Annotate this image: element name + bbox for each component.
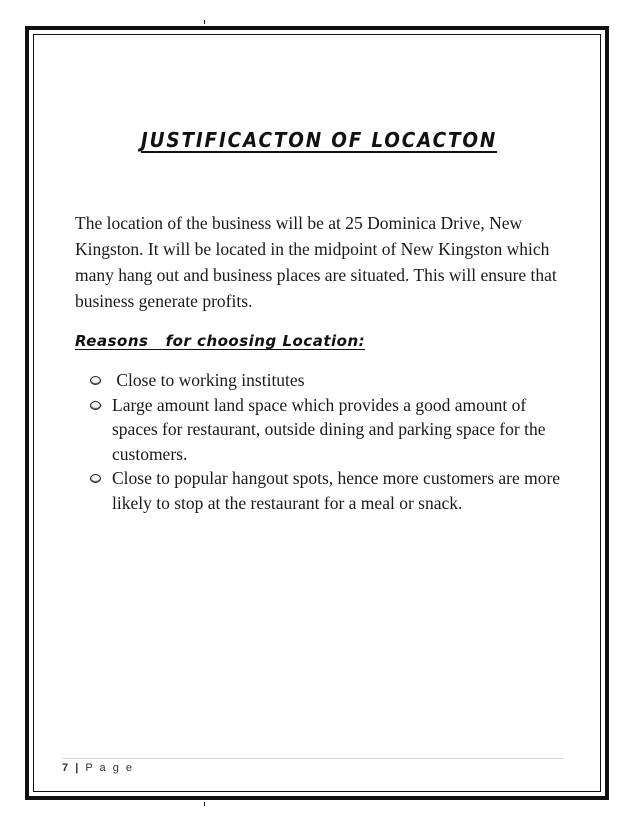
list-item: Close to popular hangout spots, hence more customers are more likely to stop at the restaurant for a meal or snack. [90,466,570,515]
location-paragraph: The location of the business will be at 25 Dominica Drive, New Kingston. It will be located in the midpoint of New Kingston which many hang out and business places are situated. This will ensure that business generate profits. [75,213,557,311]
footer-separator: | [75,762,81,774]
page-title: JUSTIFICACTON OF LOCACTON [140,128,498,152]
crop-mark-bottom [204,802,205,806]
reasons-heading: Reasons for choosing Location: [75,332,366,350]
page-footer [62,762,134,774]
crop-mark-top [204,20,205,24]
bullet-icon [90,474,101,483]
page-number: 7 [62,762,71,774]
footer-divider [62,758,564,759]
page-label: P a g e [85,762,134,774]
reasons-list [90,368,570,515]
bullet-icon [90,401,101,410]
list-item: Close to working institutes [90,368,570,393]
list-item: Large amount land space which provides a good amount of spaces for restaurant, outside dining and parking space for the customers. [90,393,570,467]
bullet-icon [90,376,101,385]
